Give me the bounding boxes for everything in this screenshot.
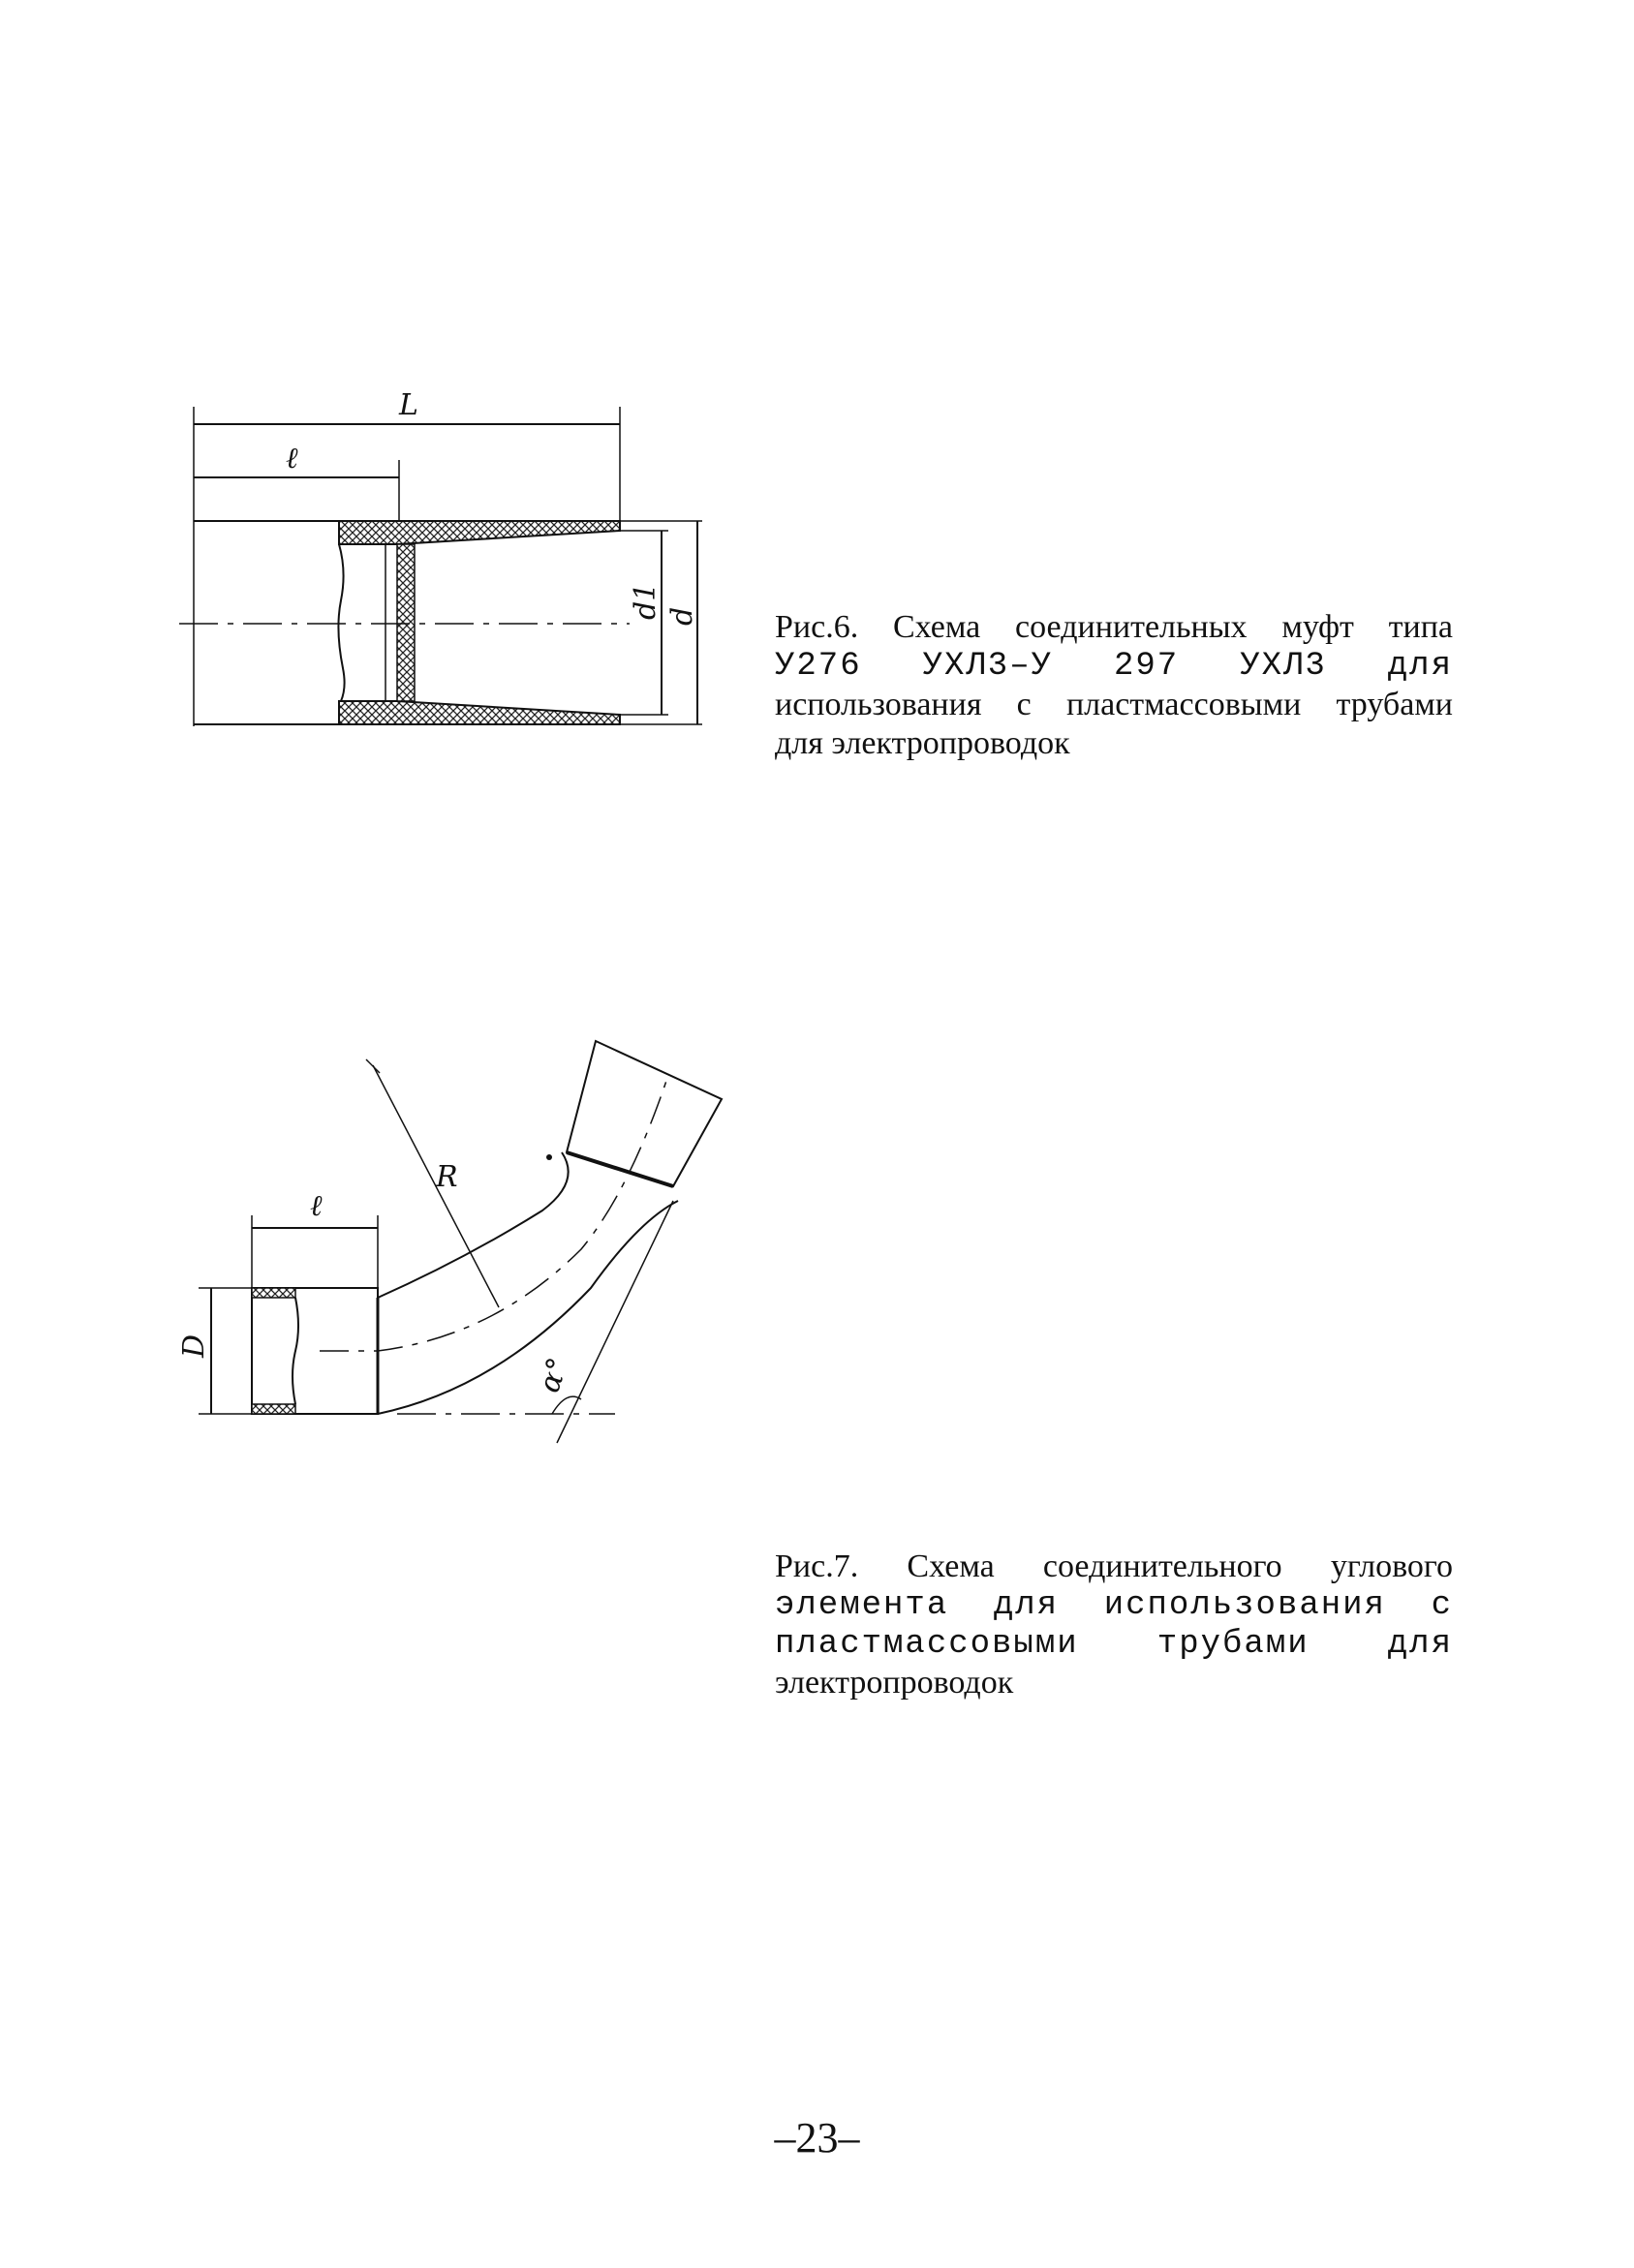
figure-6-coupling-drawing [174, 378, 755, 765]
caption-6-line-3: использования с пластмассовыми трубами [775, 687, 1453, 722]
pipe-broken-end [338, 544, 344, 701]
angle-arc [552, 1396, 581, 1414]
socket-wall-bottom [252, 1404, 295, 1414]
stop-ring [397, 544, 415, 701]
figure-6-caption [775, 608, 1453, 763]
figure-7-caption [775, 1548, 1453, 1702]
caption-7-line-3: пластмассовыми трубами для [775, 1626, 1453, 1663]
sleeve-wall-bottom [339, 701, 620, 724]
caption-6-line-4: для электропроводок [775, 725, 1070, 761]
label-D: D [177, 1333, 211, 1358]
caption-6-line-2: У276 УХЛ3–У 297 УХЛ3 для [775, 648, 1453, 685]
caption-7-line-2: элемента для использования с [775, 1587, 1453, 1624]
dot-mark [546, 1154, 552, 1160]
radius-origin-mark [366, 1059, 380, 1073]
label-l: ℓ [286, 442, 298, 475]
label-L: L [399, 388, 418, 422]
socket-wall-top [252, 1288, 295, 1298]
caption-7-line-4: электропроводок [775, 1665, 1014, 1701]
figure-7-angle-connector-drawing [174, 1007, 755, 1462]
page-number: –23– [774, 2114, 860, 2161]
bend-outer [378, 1152, 569, 1298]
bend-inner [378, 1201, 678, 1414]
caption-6-line-1: Рис.6. Схема соединительных муфт типа [775, 609, 1453, 645]
label-l: ℓ [310, 1189, 323, 1223]
label-alpha: α° [532, 1353, 576, 1397]
caption-7-line-1: Рис.7. Схема соединительного углового [775, 1548, 1453, 1584]
label-R: R [436, 1160, 458, 1194]
label-d1: d1 [629, 582, 663, 620]
sleeve-wall-top [339, 521, 620, 544]
label-d: d [665, 606, 699, 626]
upper-socket [567, 1041, 722, 1186]
angle-line [557, 1201, 673, 1443]
